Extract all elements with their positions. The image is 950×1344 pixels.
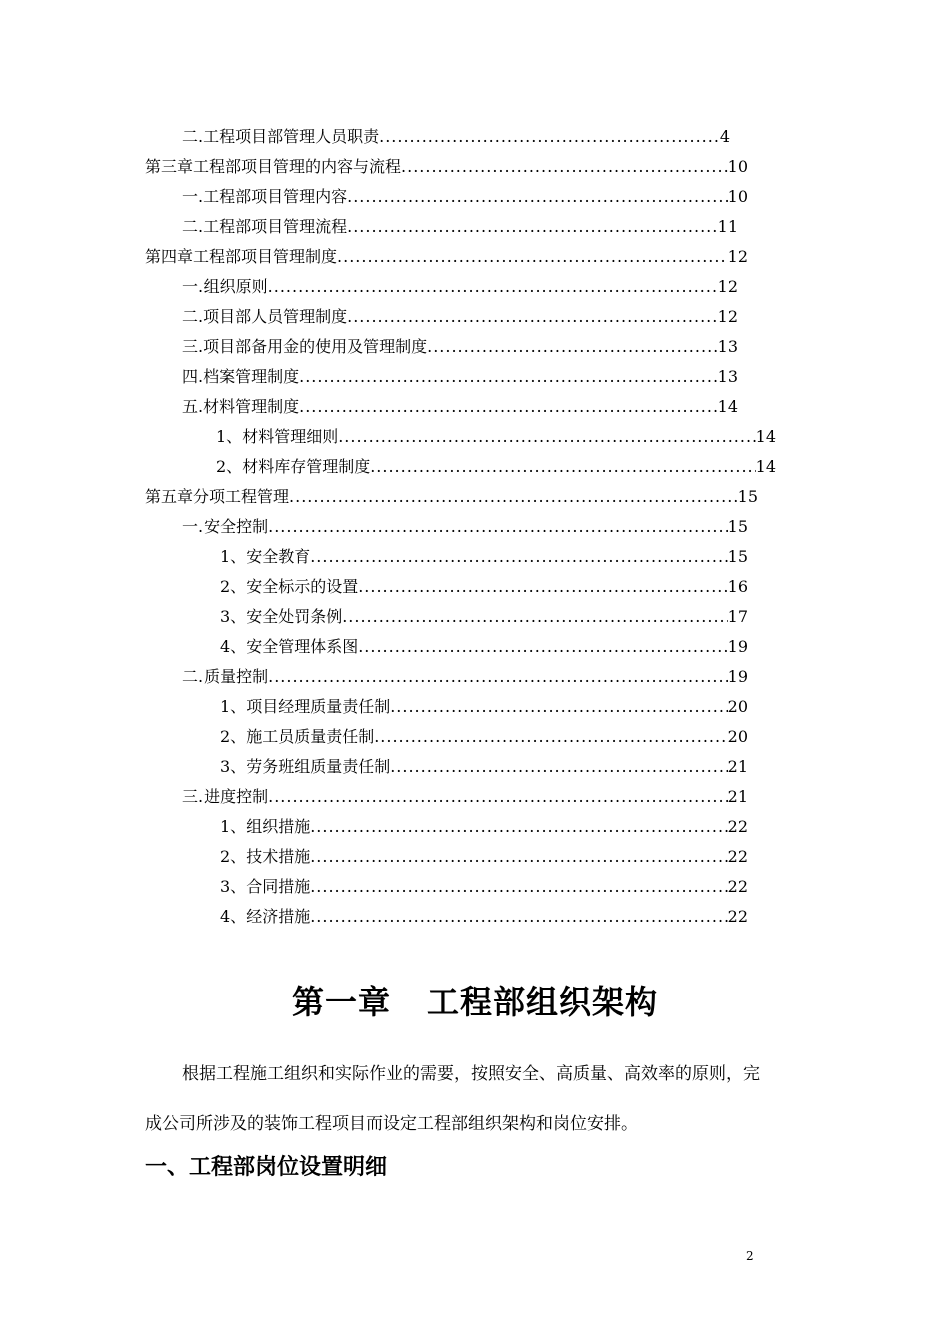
toc-entry-number: 2、 — [216, 457, 243, 476]
toc-entry[interactable] — [220, 876, 748, 898]
toc-entry-title: 安全控制 — [204, 517, 269, 536]
toc-entry-number: 第四章 — [145, 247, 194, 266]
toc-entry-number: 二. — [182, 127, 204, 146]
toc-entry-page: 11 — [717, 217, 738, 236]
toc-dot-leader — [310, 546, 727, 568]
toc-dot-leader — [342, 606, 727, 628]
toc-entry-number: 1、 — [220, 547, 247, 566]
toc-entry[interactable] — [145, 246, 748, 268]
toc-entry-page: 10 — [727, 157, 748, 176]
toc-entry-title: 组织原则 — [203, 277, 268, 296]
toc-entry-page: 19 — [727, 667, 748, 686]
toc-dot-leader — [289, 486, 738, 508]
toc-entry-title: 工程部项目管理的内容与流程 — [193, 157, 402, 176]
toc-entry-number: 三. — [182, 337, 204, 356]
toc-entry-title: 工程项目部管理人员职责 — [203, 127, 380, 146]
toc-entry-page: 14 — [717, 397, 738, 416]
toc-entry-number: 2、 — [220, 577, 247, 596]
toc-entry-page: 19 — [727, 637, 748, 656]
toc-dot-leader — [268, 666, 728, 688]
toc-dot-leader — [299, 396, 718, 418]
body-paragraph-line-2: 成公司所涉及的装饰工程项目而设定工程部组织架构和岗位安排。 — [145, 1114, 638, 1134]
toc-entry[interactable] — [220, 726, 748, 748]
toc-entry-number: 1、 — [220, 697, 247, 716]
toc-dot-leader — [358, 636, 727, 658]
toc-entry-title: 经济措施 — [246, 907, 311, 926]
toc-entry-title: 劳务班组质量责任制 — [246, 757, 391, 776]
toc-entry-number: 3、 — [220, 757, 247, 776]
chapter-title — [0, 980, 950, 1024]
toc-entry-title: 工程部项目管理制度 — [193, 247, 338, 266]
toc-entry-page: 13 — [717, 367, 738, 386]
toc-entry-title: 档案管理制度 — [203, 367, 300, 386]
toc-entry-title: 工程部项目管理流程 — [203, 217, 348, 236]
toc-dot-leader — [374, 726, 727, 748]
toc-dot-leader — [347, 306, 718, 328]
toc-entry-page: 22 — [727, 817, 748, 836]
toc-entry-title: 工程部项目管理内容 — [203, 187, 348, 206]
toc-dot-leader — [268, 516, 728, 538]
toc-entry[interactable] — [182, 186, 748, 208]
toc-entry-number: 二. — [182, 307, 204, 326]
toc-entry-page: 10 — [727, 187, 748, 206]
toc-dot-leader — [310, 906, 727, 928]
toc-entry-number: 2、 — [220, 847, 247, 866]
toc-entry-title: 分项工程管理 — [193, 487, 290, 506]
toc-dot-leader — [370, 456, 755, 478]
toc-entry-number: 3、 — [220, 877, 247, 896]
toc-entry[interactable] — [220, 906, 748, 928]
toc-entry-title: 项目部人员管理制度 — [203, 307, 348, 326]
toc-entry-number: 四. — [182, 367, 204, 386]
toc-entry-page: 20 — [727, 697, 748, 716]
toc-entry-title: 材料库存管理制度 — [242, 457, 371, 476]
toc-entry[interactable] — [220, 816, 748, 838]
toc-entry[interactable] — [182, 126, 730, 148]
toc-dot-leader — [338, 426, 755, 448]
toc-entry-page: 4 — [719, 127, 730, 146]
toc-dot-leader — [268, 276, 718, 298]
toc-entry-page: 20 — [727, 727, 748, 746]
toc-entry-number: 第五章 — [145, 487, 194, 506]
toc-entry-title: 安全处罚条例 — [246, 607, 343, 626]
toc-entry-number: 1、 — [220, 817, 247, 836]
toc-entry-page: 22 — [727, 847, 748, 866]
toc-entry-page: 12 — [717, 277, 738, 296]
toc-entry-title: 安全标示的设置 — [246, 577, 359, 596]
toc-entry-page: 15 — [737, 487, 758, 506]
toc-entry[interactable] — [145, 486, 758, 508]
toc-entry-title: 技术措施 — [246, 847, 311, 866]
toc-entry-page: 12 — [727, 247, 748, 266]
toc-entry-page: 17 — [727, 607, 748, 626]
chapter-number: 第一章 — [291, 983, 391, 1021]
toc-entry-page: 21 — [727, 787, 748, 806]
toc-entry-number: 二. — [182, 217, 204, 236]
toc-dot-leader — [347, 216, 718, 238]
toc-entry[interactable] — [182, 306, 738, 328]
toc-entry-title: 进度控制 — [204, 787, 269, 806]
toc-entry-number: 3、 — [220, 607, 247, 626]
toc-entry[interactable] — [220, 696, 748, 718]
toc-entry[interactable] — [145, 156, 748, 178]
toc-entry[interactable] — [220, 846, 748, 868]
toc-entry-title: 项目部备用金的使用及管理制度 — [203, 337, 428, 356]
toc-entry-page: 16 — [727, 577, 748, 596]
toc-entry-number: 4、 — [220, 637, 247, 656]
toc-entry-number: 第三章 — [145, 157, 194, 176]
toc-entry[interactable] — [220, 756, 748, 778]
toc-entry-title: 组织措施 — [246, 817, 311, 836]
toc-entry-number: 一. — [182, 277, 204, 296]
toc-dot-leader — [310, 816, 727, 838]
toc-entry-page: 15 — [727, 547, 748, 566]
toc-entry[interactable] — [216, 456, 776, 478]
toc-entry-title: 材料管理细则 — [242, 427, 339, 446]
toc-dot-leader — [337, 246, 728, 268]
toc-dot-leader — [310, 846, 727, 868]
toc-entry[interactable] — [182, 396, 738, 418]
toc-entry-page: 21 — [727, 757, 748, 776]
toc-entry[interactable] — [220, 576, 748, 598]
toc-entry-page: 12 — [717, 307, 738, 326]
toc-entry-page: 22 — [727, 877, 748, 896]
section-heading: 一、工程部岗位设置明细 — [145, 1155, 388, 1180]
toc-entry[interactable] — [182, 786, 748, 808]
toc-dot-leader — [390, 696, 727, 718]
toc-entry-number: 一. — [182, 187, 204, 206]
toc-entry-title: 安全教育 — [246, 547, 311, 566]
toc-entry-title: 材料管理制度 — [203, 397, 300, 416]
toc-entry[interactable] — [182, 516, 748, 538]
toc-entry-page: 22 — [727, 907, 748, 926]
toc-dot-leader — [401, 156, 728, 178]
toc-entry-title: 施工员质量责任制 — [246, 727, 375, 746]
toc-entry-number: 4、 — [220, 907, 247, 926]
toc-entry-title: 安全管理体系图 — [246, 637, 359, 656]
chapter-name: 工程部组织架构 — [427, 983, 659, 1021]
toc-entry[interactable] — [182, 366, 738, 388]
toc-entry-number: 2、 — [220, 727, 247, 746]
toc-dot-leader — [268, 786, 728, 808]
toc-entry[interactable] — [220, 606, 748, 628]
toc-dot-leader — [427, 336, 718, 358]
toc-entry-title: 项目经理质量责任制 — [246, 697, 391, 716]
toc-entry[interactable] — [182, 216, 738, 238]
toc-entry-number: 1、 — [216, 427, 243, 446]
toc-dot-leader — [379, 126, 720, 148]
toc-entry[interactable] — [216, 426, 776, 448]
toc-entry-number: 三. — [182, 787, 204, 806]
toc-entry[interactable] — [182, 276, 738, 298]
toc-entry-number: 五. — [182, 397, 204, 416]
toc-entry-page: 14 — [755, 457, 776, 476]
toc-entry-title: 质量控制 — [204, 667, 269, 686]
toc-dot-leader — [310, 876, 727, 898]
toc-entry-page: 13 — [717, 337, 738, 356]
toc-dot-leader — [390, 756, 727, 778]
toc-dot-leader — [299, 366, 718, 388]
toc-entry[interactable] — [182, 336, 738, 358]
body-paragraph-line-1: 根据工程施工组织和实际作业的需要，按照安全、高质量、高效率的原则，完 — [182, 1064, 760, 1084]
toc-entry[interactable] — [220, 636, 748, 658]
toc-dot-leader — [347, 186, 728, 208]
toc-entry-page: 15 — [727, 517, 748, 536]
toc-entry-number: 一. — [182, 517, 204, 536]
page-number: 2 — [746, 1249, 754, 1263]
toc-entry[interactable] — [182, 666, 748, 688]
toc-entry-page: 14 — [755, 427, 776, 446]
toc-entry[interactable] — [220, 546, 748, 568]
toc-entry-title: 合同措施 — [246, 877, 311, 896]
toc-entry-number: 二. — [182, 667, 204, 686]
toc-dot-leader — [358, 576, 727, 598]
